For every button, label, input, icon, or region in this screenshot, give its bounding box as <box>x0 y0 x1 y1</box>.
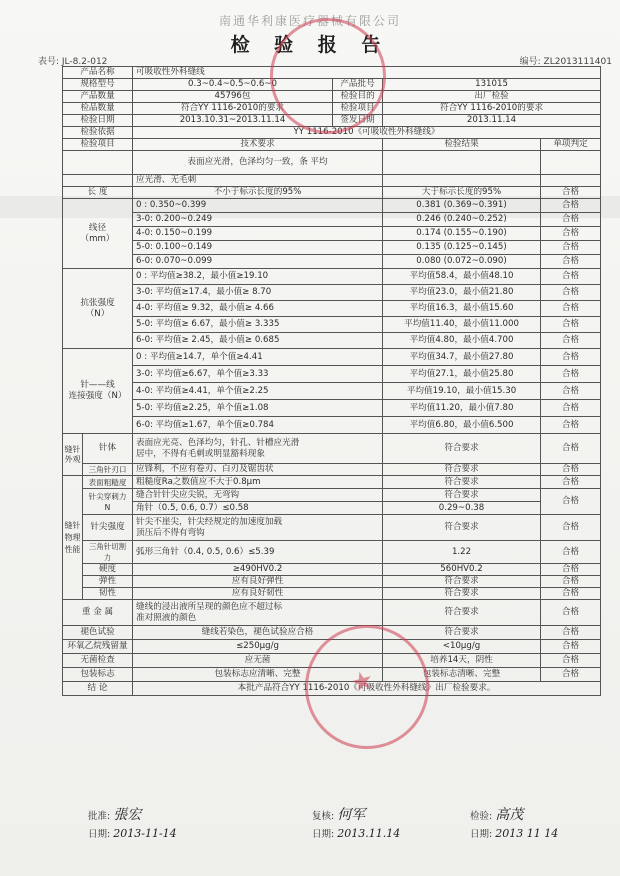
table-row <box>63 333 601 349</box>
inspect-date-label: 日期: <box>470 829 493 840</box>
diameter-req: 0 : 0.350~0.399 <box>133 199 383 213</box>
diameter-req: 4-0: 0.150~0.199 <box>133 227 383 241</box>
table-row <box>63 269 601 285</box>
table-row <box>63 285 601 301</box>
eo-residue-verdict: 合格 <box>541 640 601 654</box>
needle-attach-result: 平均值11.20，最小值7.80 <box>383 400 541 417</box>
pierce-row-2 <box>63 502 601 515</box>
needle-attach-verdict: 合格 <box>541 349 601 366</box>
col-result: 检验结果 <box>383 139 541 151</box>
diameter-label-1: 线径 <box>88 222 107 233</box>
review-block <box>312 804 365 824</box>
needle-attach-result: 平均值34.7，最小值27.80 <box>383 349 541 366</box>
company-name: 南通华利康医疗器械有限公司 <box>218 14 401 28</box>
tensile-req: 6-0: 平均值≥ 2.45，最小值≥ 0.685 <box>133 333 383 349</box>
approve-label: 批准: <box>88 811 111 822</box>
color-test-label: 褪色试验 <box>63 626 133 640</box>
diameter-verdict: 合格 <box>541 255 601 269</box>
rough-verdict: 合格 <box>541 476 601 489</box>
appearance-label-2 <box>63 175 133 187</box>
packaging-label: 包装标志 <box>63 668 133 682</box>
sterile-verdict: 合格 <box>541 654 601 668</box>
table-row <box>63 400 601 417</box>
needle-edge-req: 应锋利，不应有卷刃、白刃及锯齿状 <box>133 464 383 476</box>
heavy-metal-label: 重 金 属 <box>63 600 133 626</box>
tough-result: 符合要求 <box>383 588 541 600</box>
diameter-result: 0.246 (0.240~0.252) <box>383 213 541 227</box>
pierce-row-1 <box>63 489 601 502</box>
tensile-result: 平均值23.0，最小值21.80 <box>383 285 541 301</box>
tensile-verdict: 合格 <box>541 269 601 285</box>
hard-row <box>63 564 601 576</box>
table-row <box>63 383 601 400</box>
approve-date-label: 日期: <box>88 829 111 840</box>
diameter-result: 0.080 (0.072~0.090) <box>383 255 541 269</box>
needle-edge-row <box>63 464 601 476</box>
needle-attach-req: 5-0: 平均值≥2.25，单个值≥1.08 <box>133 400 383 417</box>
pierce-result-1: 符合要求 <box>383 489 541 502</box>
needle-attach-label-2: 连接强度（N） <box>68 391 127 401</box>
tough-verdict: 合格 <box>541 588 601 600</box>
needle-phys-group: 缝针物理性能 <box>63 476 83 600</box>
inspect-signature: 高茂 <box>495 807 524 823</box>
diameter-verdict: 合格 <box>541 213 601 227</box>
table-row <box>63 227 601 241</box>
appearance-req-2: 应光滑、无毛刺 <box>133 175 383 187</box>
table-row <box>63 241 601 255</box>
color-test-verdict: 合格 <box>541 626 601 640</box>
appearance-result-2 <box>383 175 541 187</box>
col-item: 检验项目 <box>63 139 133 151</box>
tensile-label <box>63 269 133 349</box>
needle-attach-result: 平均值27.1，最小值25.80 <box>383 366 541 383</box>
heavy-metal-req <box>133 600 383 626</box>
tensile-req: 3-0: 平均值≥17.4，最小值≥ 8.70 <box>133 285 383 301</box>
table-row <box>63 349 601 366</box>
tensile-req: 0 : 平均值≥38.2，最小值≥19.10 <box>133 269 383 285</box>
diameter-verdict: 合格 <box>541 227 601 241</box>
table-row <box>63 199 601 213</box>
issue-label: 签发日期 <box>333 115 383 127</box>
date-label: 检验日期 <box>63 115 133 127</box>
review-signature: 何军 <box>337 807 366 823</box>
col-req: 技术要求 <box>133 139 383 151</box>
spec-label: 规格型号 <box>63 79 133 91</box>
review-date-label: 日期: <box>312 829 335 840</box>
heavy-metal-result: 符合要求 <box>383 600 541 626</box>
cut-result: 1.22 <box>383 541 541 564</box>
approve-block <box>88 804 141 824</box>
conclusion-label: 结 论 <box>63 682 133 696</box>
tough-req: 应有良好韧性 <box>133 588 383 600</box>
hard-result: 560HV0.2 <box>383 564 541 576</box>
needle-edge-result: 符合要求 <box>383 464 541 476</box>
length-verdict: 合格 <box>541 187 601 199</box>
tensile-req: 5-0: 平均值≥ 6.67，最小值≥ 3.335 <box>133 317 383 333</box>
heavy-metal-verdict: 合格 <box>541 600 601 626</box>
table-row <box>63 417 601 434</box>
elastic-label: 弹性 <box>83 576 133 588</box>
conclusion-text: 本批产品符合YY 1116-2010《可吸收性外科缝线》出厂检验要求。 <box>133 682 601 696</box>
tensile-verdict: 合格 <box>541 333 601 349</box>
cut-verdict: 合格 <box>541 541 601 564</box>
needle-attach-label-1: 针——线 <box>80 380 115 390</box>
length-row <box>63 187 601 199</box>
basis-value: 符合YY 1116-2010的要求 <box>133 103 333 115</box>
sterile-label: 无菌检查 <box>63 654 133 668</box>
elastic-result: 符合要求 <box>383 576 541 588</box>
table-row <box>63 213 601 227</box>
std-label: 检验依据 <box>63 127 133 139</box>
needle-body-req <box>133 434 383 464</box>
basis-label: 检品数量 <box>63 103 133 115</box>
cut-row <box>63 541 601 564</box>
inspect-block <box>470 804 523 824</box>
pierce-label: 针尖穿刺力N <box>83 489 133 515</box>
appearance-verdict <box>541 151 601 175</box>
rough-result: 符合要求 <box>383 476 541 489</box>
sterile-result: 培养14天，阴性 <box>383 654 541 668</box>
length-label: 长 度 <box>63 187 133 199</box>
appearance-row <box>63 151 601 175</box>
packaging-result: 包装标志清晰、完整 <box>383 668 541 682</box>
batch-value: 131015 <box>383 79 601 91</box>
diameter-label-2: （mm） <box>80 233 115 244</box>
diameter-verdict: 合格 <box>541 199 601 213</box>
batch-label: 产品批号 <box>333 79 383 91</box>
tip-label: 针尖强度 <box>83 515 133 541</box>
report-table <box>62 66 601 696</box>
needle-attach-label <box>63 349 133 434</box>
table-row <box>63 301 601 317</box>
pierce-result-2: 0.29~0.38 <box>383 502 541 515</box>
rough-req: 粗糙度Ra之数值应不大于0.8μm <box>133 476 383 489</box>
hard-label: 硬度 <box>83 564 133 576</box>
items-label: 检验项目 <box>333 103 383 115</box>
tip-result: 符合要求 <box>383 515 541 541</box>
pierce-verdict: 合格 <box>541 489 601 515</box>
appearance-req-1: 表面应光滑，色泽均匀一致，条 平均 <box>187 157 328 167</box>
packaging-verdict: 合格 <box>541 668 601 682</box>
needle-body-verdict: 合格 <box>541 434 601 464</box>
tip-row <box>63 515 601 541</box>
needle-body-label: 针体 <box>83 434 133 464</box>
elastic-req: 应有良好弹性 <box>133 576 383 588</box>
product-name: 可吸收性外科缝线 <box>133 67 601 79</box>
needle-attach-verdict: 合格 <box>541 400 601 417</box>
items-value: 符合YY 1116-2010的要求 <box>383 103 601 115</box>
review-date-block <box>312 826 400 840</box>
diameter-result: 0.174 (0.155~0.190) <box>383 227 541 241</box>
needle-attach-verdict: 合格 <box>541 366 601 383</box>
qty-label: 产品数量 <box>63 91 133 103</box>
appearance-req <box>133 151 383 175</box>
purpose-label: 检验目的 <box>333 91 383 103</box>
diameter-result: 0.135 (0.125~0.145) <box>383 241 541 255</box>
approve-date-block <box>88 826 177 840</box>
tip-req-2: 顶压后不得有弯钩 <box>136 527 205 538</box>
purpose-value: 出厂检验 <box>383 91 601 103</box>
rough-label: 表面粗糙度 <box>83 476 133 489</box>
needle-body-req-2: 居中，不得有毛刺或明显豁料现象 <box>136 448 265 459</box>
cut-label: 三角针切割力 <box>83 541 133 564</box>
approve-date: 2013-11-14 <box>113 827 177 840</box>
approve-signature: 張宏 <box>113 807 142 823</box>
needle-attach-verdict: 合格 <box>541 383 601 400</box>
heavy-metal-req-1: 缝线的浸出液所呈现的颜色应不超过标 <box>136 601 283 612</box>
inspect-date: 2013 11 14 <box>495 827 559 840</box>
elastic-row <box>63 576 601 588</box>
report-title: 检 验 报 告 <box>230 34 390 56</box>
length-result: 大于标示长度的95% <box>383 187 541 199</box>
serial-number: 编号: ZL2013111401 <box>519 57 612 67</box>
diameter-req: 6-0: 0.070~0.099 <box>133 255 383 269</box>
column-header-row <box>63 139 601 151</box>
length-req: 不小于标示长度的95% <box>133 187 383 199</box>
tip-req-1: 针尖不崖尖，针尖经规定的加速度加载 <box>136 516 283 527</box>
stamp-star-icon: ★ <box>347 664 378 700</box>
needle-attach-req: 6-0: 平均值≥1.67，单个值≥0.784 <box>133 417 383 434</box>
std-value: YY 1116-2010《可吸收性外科缝线》 <box>133 127 601 139</box>
product-name-label: 产品名称 <box>63 67 133 79</box>
pierce-req-2: 角针（0.5, 0.6, 0.7）≤0.58 <box>133 502 383 515</box>
table-row <box>63 366 601 383</box>
needle-body-req-1: 表面应光亮、色泽均匀，针孔、针槽应光滑 <box>136 437 300 448</box>
needle-body-result: 符合要求 <box>383 434 541 464</box>
tensile-label-2: （N） <box>85 308 110 319</box>
tensile-verdict: 合格 <box>541 285 601 301</box>
tensile-result: 平均值16.3，最小值15.60 <box>383 301 541 317</box>
tough-label: 韧性 <box>83 588 133 600</box>
col-verdict: 单项判定 <box>541 139 601 151</box>
heavy-metal-req-2: 准对照液的颜色 <box>136 612 197 623</box>
eo-residue-label: 环氧乙烷残留量 <box>63 640 133 654</box>
tip-req <box>133 515 383 541</box>
needle-edge-label: 三角针刃口 <box>83 464 133 476</box>
issue-value: 2013.11.14 <box>383 115 601 127</box>
sterile-req: 应无菌 <box>133 654 383 668</box>
appearance-verdict-2 <box>541 175 601 187</box>
diameter-result: 0.381 (0.369~0.391) <box>383 199 541 213</box>
inspect-date-block <box>470 826 558 840</box>
elastic-verdict: 合格 <box>541 576 601 588</box>
eo-residue-result: <10μg/g <box>383 640 541 654</box>
appearance-row-2 <box>63 175 601 187</box>
diameter-req: 3-0: 0.200~0.249 <box>133 213 383 227</box>
qty-value: 45796包 <box>133 91 333 103</box>
diameter-req: 5-0: 0.100~0.149 <box>133 241 383 255</box>
appearance-result <box>383 151 541 175</box>
needle-attach-verdict: 合格 <box>541 417 601 434</box>
review-date: 2013.11.14 <box>337 827 401 840</box>
tensile-result: 平均值4.80，最小值4.700 <box>383 333 541 349</box>
color-test-req: 缝线若染色，褪色试验应合格 <box>133 626 383 640</box>
color-test-result: 符合要求 <box>383 626 541 640</box>
needle-attach-req: 3-0: 平均值≥6.67，单个值≥3.33 <box>133 366 383 383</box>
needle-attach-result: 平均值19.10，最小值15.30 <box>383 383 541 400</box>
date-value: 2013.10.31~2013.11.14 <box>133 115 333 127</box>
pierce-req-1: 缝合针针尖应尖锐，无弯钩 <box>133 489 383 502</box>
tip-verdict: 合格 <box>541 515 601 541</box>
form-number: 表号: JL-8.2-012 <box>38 57 108 67</box>
packaging-req: 包装标志应清晰、完整 <box>133 668 383 682</box>
rough-row <box>63 476 601 489</box>
diameter-label <box>63 199 133 269</box>
needle-outer-group: 缝针外观 <box>63 434 83 476</box>
tensile-verdict: 合格 <box>541 301 601 317</box>
diameter-verdict: 合格 <box>541 241 601 255</box>
eo-residue-req: ≤250μg/g <box>133 640 383 654</box>
inspect-label: 检验: <box>470 811 493 822</box>
appearance-label <box>63 151 133 175</box>
tensile-verdict: 合格 <box>541 317 601 333</box>
tensile-req: 4-0: 平均值≥ 9.32，最小值≥ 4.66 <box>133 301 383 317</box>
needle-edge-verdict: 合格 <box>541 464 601 476</box>
table-row <box>63 255 601 269</box>
needle-attach-req: 0 : 平均值≥14.7，单个值≥4.41 <box>133 349 383 366</box>
needle-attach-req: 4-0: 平均值≥4.41，单个值≥2.25 <box>133 383 383 400</box>
heavy-metal-row <box>63 600 601 626</box>
tough-row <box>63 588 601 600</box>
hard-verdict: 合格 <box>541 564 601 576</box>
hard-req: ≥490HV0.2 <box>133 564 383 576</box>
tensile-label-1: 抗张强度 <box>80 297 115 308</box>
review-label: 复核: <box>312 811 335 822</box>
needle-attach-result: 平均值6.80，最小值6.500 <box>383 417 541 434</box>
tensile-result: 平均值58.4，最小值48.10 <box>383 269 541 285</box>
spec-value: 0.3~0.4~0.5~0.6~0 <box>133 79 333 91</box>
table-row <box>63 317 601 333</box>
tensile-result: 平均值11.40，最小值11.000 <box>383 317 541 333</box>
needle-body-row <box>63 434 601 464</box>
cut-req: 弧形三角针（0.4, 0.5, 0.6）≤5.39 <box>133 541 383 564</box>
